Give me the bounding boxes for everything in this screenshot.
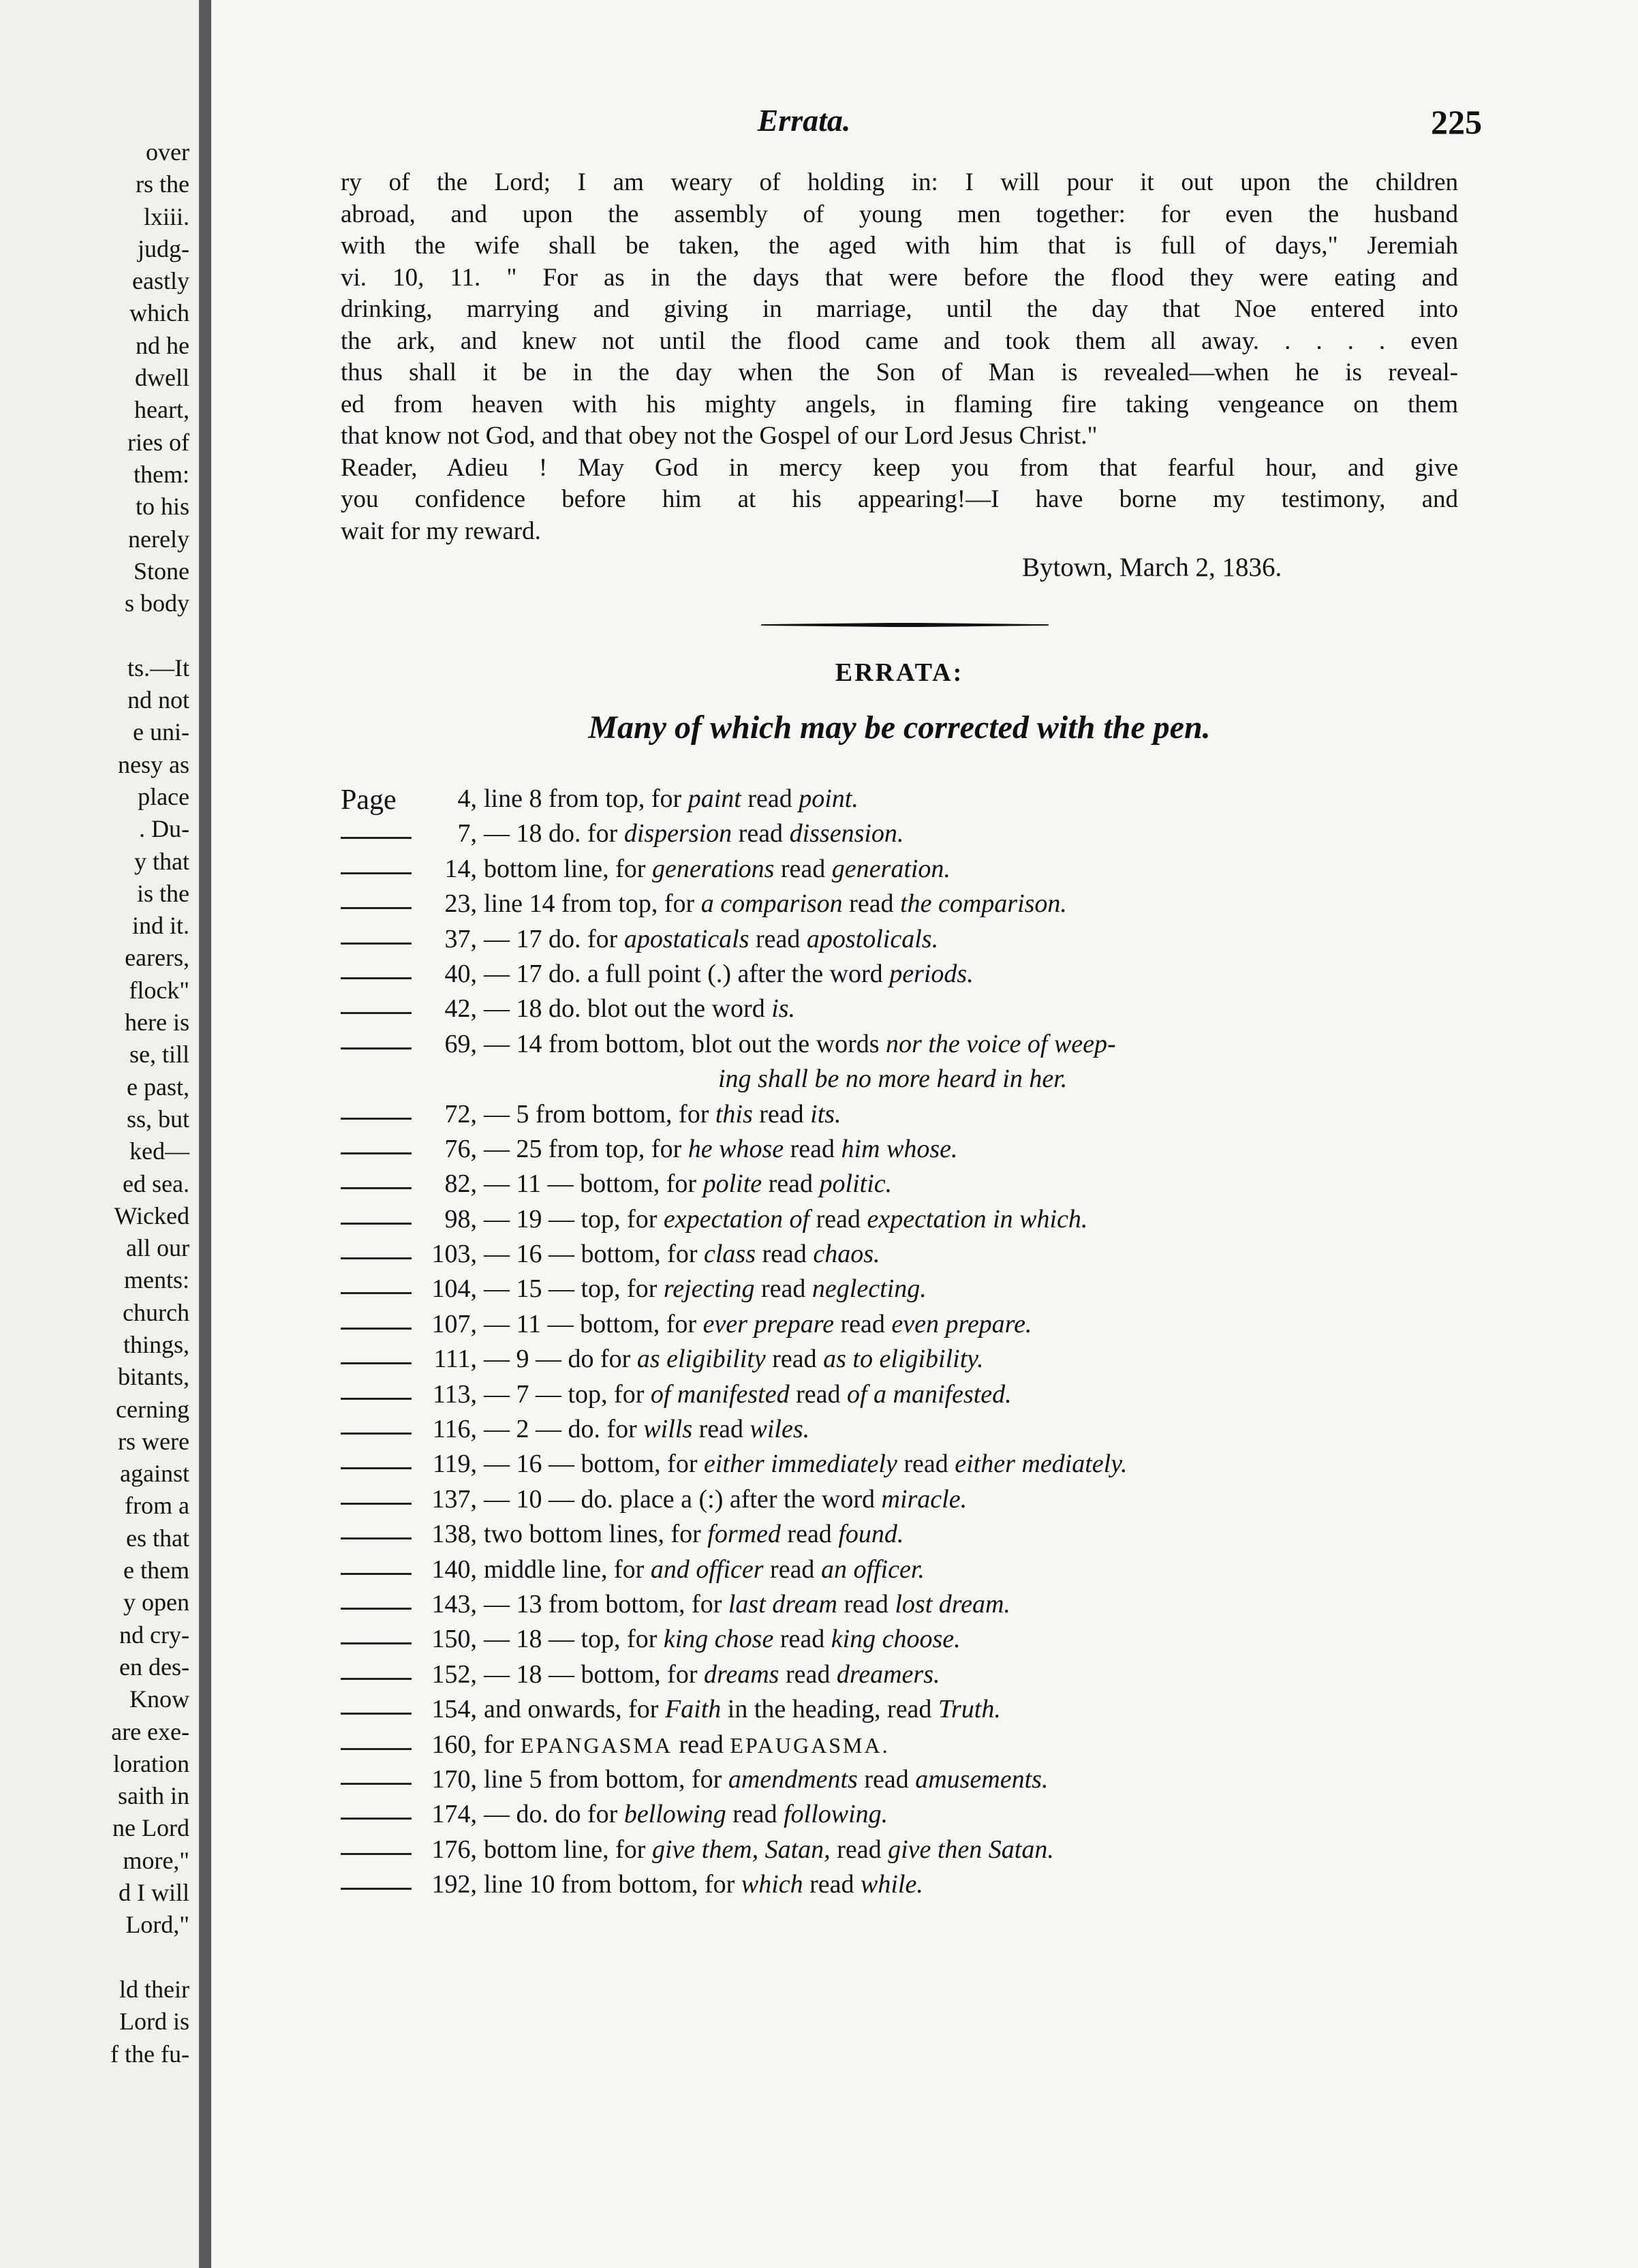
errata-row [341, 1309, 1513, 1344]
body-paragraph [341, 167, 1458, 547]
page-number: 225 [1431, 103, 1482, 141]
facing-page-line: ked— [129, 1137, 189, 1165]
facing-page-line: which [129, 299, 189, 327]
facing-page-line: se, till [129, 1041, 189, 1069]
facing-page-line: y that [134, 847, 189, 875]
facing-page-line: loration [113, 1749, 189, 1777]
body-line: ed from heaven with his mighty angels, in flaming fire taking vengeance on them [341, 390, 1458, 418]
ditto-dash [341, 1713, 412, 1715]
facing-page-line: eastly [132, 267, 189, 295]
errata-row [341, 1029, 1513, 1064]
ditto-dash [341, 943, 412, 945]
facing-page-line: ne Lord [112, 1814, 189, 1842]
errata-row [341, 1589, 1513, 1624]
errata-continuation: ing shall be no more heard in her. [718, 1064, 1068, 1094]
errata-page-number: 104, [431, 1274, 477, 1304]
facing-page-line: from a [125, 1492, 189, 1520]
errata-page-number: 4, [457, 784, 477, 813]
facing-page-line: flock" [129, 976, 189, 1004]
facing-page-line: nd he [136, 331, 189, 359]
book-page [211, 0, 1638, 2268]
facing-page-line: heart, [134, 396, 189, 424]
ditto-dash [341, 1432, 412, 1435]
facing-page-line: Lord is [119, 2008, 189, 2036]
errata-row [341, 1239, 1513, 1274]
errata-page-number: 140, [431, 1554, 477, 1584]
errata-page-number: 138, [431, 1520, 477, 1549]
errata-correction: — 17 do. for apostaticals read apostolicals. [484, 924, 939, 953]
errata-correction: — 18 do. blot out the word is. [484, 994, 796, 1024]
facing-page-line: e past, [127, 1073, 189, 1101]
errata-row [341, 1204, 1513, 1239]
errata-row [341, 1869, 1513, 1904]
errata-page-number: 42, [444, 994, 477, 1024]
ditto-dash [341, 907, 412, 909]
errata-correction: — 18 — bottom, for dreams read dreamers. [484, 1659, 940, 1689]
errata-correction: — 13 from bottom, for last dream read lost dream. [484, 1589, 1010, 1619]
facing-page-line: Stone [133, 557, 189, 585]
facing-page-line: more," [123, 1846, 189, 1874]
ditto-dash [341, 1152, 412, 1154]
facing-page-line: against [120, 1460, 189, 1488]
facing-page-line: f the fu- [110, 2040, 189, 2068]
errata-page-number: 7, [457, 819, 477, 848]
ditto-dash [341, 1503, 412, 1505]
errata-correction: — 7 — top, for of manifested read of a manifested. [484, 1379, 1012, 1409]
facing-page-line: dwell [135, 364, 189, 392]
facing-page-line: e them [123, 1557, 189, 1584]
errata-correction: — 15 — top, for rejecting read neglecting. [484, 1274, 927, 1304]
errata-correction: — 17 do. a full point (.) after the word periods. [484, 959, 974, 988]
errata-row [341, 994, 1513, 1028]
facing-page-line: over [146, 138, 189, 166]
errata-row [341, 1064, 1513, 1099]
errata-page-number: 170, [431, 1764, 477, 1794]
errata-row [341, 1134, 1513, 1169]
facing-page-line: . Du- [139, 815, 189, 843]
errata-page-number: 154, [431, 1695, 477, 1724]
errata-page-number: 160, [431, 1730, 477, 1759]
errata-row [341, 1764, 1513, 1799]
body-line: you confidence before him at his appearing!—I have borne my testimony, and [341, 485, 1458, 513]
facing-page-line: rs the [136, 170, 189, 198]
facing-page-line: earers, [125, 944, 189, 972]
errata-page-number: 116, [432, 1415, 477, 1444]
facing-page-line: here is [125, 1009, 189, 1037]
ditto-dash [341, 1328, 412, 1330]
errata-row [341, 889, 1513, 923]
facing-page-line: ts.—It [127, 654, 189, 681]
ditto-dash [341, 1748, 412, 1750]
facing-page-line: d I will [119, 1879, 189, 1907]
errata-row [341, 1449, 1513, 1484]
facing-page-line: Lord," [125, 1911, 189, 1939]
ditto-dash [341, 1467, 412, 1469]
errata-row [341, 1099, 1513, 1134]
facing-page-line: rs were [118, 1427, 189, 1455]
errata-correction: — 11 — bottom, for polite read politic. [484, 1169, 893, 1199]
facing-page-line: nd not [127, 686, 189, 714]
errata-correction: line 14 from top, for a comparison read the comparison. [484, 889, 1067, 919]
facing-page-line [110, 1942, 189, 1974]
ditto-dash [341, 1047, 412, 1049]
errata-correction: — 19 — top, for expectation of read expectation in which. [484, 1204, 1088, 1233]
errata-correction: — 25 from top, for he whose read him whose. [484, 1134, 958, 1163]
facing-page-line: ries of [127, 428, 189, 456]
errata-correction: line 8 from top, for paint read point. [484, 784, 859, 813]
errata-page-number: 152, [431, 1659, 477, 1689]
facing-page-line [110, 619, 189, 652]
errata-row [341, 1484, 1513, 1519]
errata-page-number: 192, [431, 1870, 477, 1899]
facing-page-line: ind it. [132, 912, 189, 940]
errata-correction: line 10 from bottom, for which read while. [484, 1870, 923, 1899]
errata-correction: — 14 from bottom, blot out the words nor the voice of weep- [484, 1029, 1116, 1058]
ditto-dash [341, 1537, 412, 1539]
body-line: that know not God, and that obey not the Gospel of our Lord Jesus Christ." [341, 422, 1098, 450]
errata-page-number: 111, [433, 1345, 477, 1374]
errata-correction: two bottom lines, for formed read found. [484, 1520, 904, 1549]
body-line: abroad, and upon the assembly of young men together: for even the husband [341, 200, 1458, 228]
errata-row [341, 1624, 1513, 1659]
facing-page-text [110, 136, 189, 2070]
errata-correction: bottom line, for generations read generation. [484, 854, 951, 883]
errata-correction: — 11 — bottom, for ever prepare read even prepare. [484, 1309, 1032, 1338]
body-line: wait for my reward. [341, 517, 541, 545]
errata-correction: — 18 do. for dispersion read dissension. [484, 819, 904, 848]
facing-page-line: cerning [116, 1395, 189, 1423]
facing-page-line: church [123, 1298, 189, 1326]
errata-page-number: 69, [444, 1029, 477, 1058]
facing-page-line: Know [129, 1685, 189, 1713]
ditto-dash [341, 872, 412, 874]
facing-page [0, 0, 199, 2268]
errata-page-number: 14, [444, 854, 477, 883]
facing-page-line: en des- [119, 1653, 189, 1681]
errata-correction: — 18 — top, for king chose read king choose. [484, 1625, 961, 1654]
body-line: drinking, marrying and giving in marriage, until the day that Noe entered into [341, 295, 1458, 323]
ditto-dash [341, 1818, 412, 1820]
facing-page-line: saith in [118, 1782, 189, 1810]
errata-page-number: 107, [431, 1309, 477, 1338]
errata-row [341, 1694, 1513, 1729]
ditto-dash [341, 1257, 412, 1259]
errata-row [341, 924, 1513, 959]
errata-page-number: 72, [444, 1099, 477, 1129]
errata-row [341, 1799, 1513, 1834]
errata-correction: bottom line, for give them, Satan, read give then Satan. [484, 1835, 1054, 1864]
ditto-dash [341, 1783, 412, 1785]
errata-page-number: 150, [431, 1625, 477, 1654]
facing-page-line: e uni- [133, 718, 189, 746]
errata-correction: for EPANGASMA read EPAUGASMA. [484, 1730, 890, 1759]
ditto-dash [341, 977, 412, 979]
errata-correction: — 5 from bottom, for this read its. [484, 1099, 841, 1129]
facing-page-line: nerely [128, 525, 189, 553]
facing-page-line: Wicked [114, 1201, 189, 1229]
errata-row [341, 1835, 1513, 1869]
signature-line: Bytown, March 2, 1836. [1022, 553, 1282, 582]
ditto-dash [341, 1362, 412, 1364]
ditto-dash [341, 837, 412, 839]
errata-page-number: 103, [431, 1240, 477, 1269]
body-line: vi. 10, 11. " For as in the days that were before the flood they were eating and [341, 263, 1458, 292]
ditto-dash [341, 1888, 412, 1890]
ditto-dash [341, 1223, 412, 1225]
errata-row [341, 1659, 1513, 1694]
decorative-rule [761, 623, 1049, 627]
errata-page-number: 37, [444, 924, 477, 953]
facing-page-line: nesy as [118, 750, 189, 778]
facing-page-line: y open [123, 1589, 189, 1616]
errata-correction: middle line, for and officer read an officer. [484, 1554, 925, 1584]
errata-heading: ERRATA: [835, 658, 964, 687]
facing-page-line: lxiii. [143, 202, 189, 230]
errata-correction: and onwards, for Faith in the heading, read Truth. [484, 1695, 1001, 1724]
ditto-dash [341, 1118, 412, 1120]
facing-page-line: ss, but [126, 1105, 189, 1133]
errata-row [341, 959, 1513, 994]
facing-page-line: nd cry- [119, 1621, 189, 1649]
body-line: Reader, Adieu ! May God in mercy keep you from that fearful hour, and give [341, 453, 1458, 482]
errata-row [341, 1519, 1513, 1554]
errata-page-number: 119, [432, 1450, 477, 1479]
book-gutter [199, 0, 211, 2268]
facing-page-line: ments: [124, 1266, 189, 1294]
errata-page-number: 40, [444, 959, 477, 988]
running-head [341, 102, 1638, 143]
errata-row [341, 1730, 1513, 1764]
errata-page-number: 76, [444, 1134, 477, 1163]
facing-page-line: them: [134, 460, 189, 488]
ditto-dash [341, 1608, 412, 1610]
ditto-dash [341, 1573, 412, 1575]
errata-correction: — 9 — do for as eligibility read as to eligibility. [484, 1345, 984, 1374]
errata-correction: — 16 — bottom, for either immediately read either mediately. [484, 1450, 1128, 1479]
ditto-dash [341, 1012, 412, 1014]
errata-correction: — do. do for bellowing read following. [484, 1800, 888, 1829]
facing-page-line: bitants, [118, 1363, 189, 1391]
errata-row [341, 854, 1513, 889]
errata-page-number: 98, [444, 1204, 477, 1233]
facing-page-line: ld their [119, 1975, 189, 2003]
errata-row [341, 1414, 1513, 1449]
errata-correction: — 10 — do. place a (:) after the word miracle. [484, 1484, 968, 1514]
errata-row [341, 818, 1513, 853]
errata-row [341, 1169, 1513, 1204]
errata-page-number: 113, [432, 1379, 477, 1409]
ditto-dash [341, 1853, 412, 1855]
ditto-dash [341, 1398, 412, 1400]
errata-subheading: Many of which may be corrected with the pen. [588, 709, 1211, 746]
facing-page-line: es that [126, 1524, 189, 1552]
errata-page-number: 23, [444, 889, 477, 919]
body-line: ry of the Lord; I am weary of holding in: I will pour it out upon the children [341, 168, 1458, 196]
errata-row [341, 1379, 1513, 1414]
errata-page-number: 174, [431, 1800, 477, 1829]
facing-page-line: are exe- [111, 1717, 189, 1745]
errata-page-number: 82, [444, 1169, 477, 1199]
facing-page-line: things, [123, 1330, 189, 1358]
facing-page-line: all our [126, 1234, 189, 1262]
body-line: with the wife shall be taken, the aged with him that is full of days," Jeremiah [341, 232, 1458, 260]
body-line: the ark, and knew not until the flood came and took them all away. . . . . even [341, 326, 1458, 355]
errata-row [341, 1344, 1513, 1379]
ditto-dash [341, 1678, 412, 1680]
errata-row [341, 784, 1513, 818]
errata-correction: — 16 — bottom, for class read chaos. [484, 1240, 880, 1269]
errata-page-number: 143, [431, 1589, 477, 1619]
body-line: thus shall it be in the day when the Son of Man is revealed—when he is reveal- [341, 358, 1458, 386]
errata-list [341, 784, 1513, 1905]
facing-page-line: judg- [138, 234, 189, 262]
facing-page-line: is the [137, 879, 189, 907]
ditto-dash [341, 1642, 412, 1644]
errata-row [341, 1554, 1513, 1589]
errata-correction: — 2 — do. for wills read wiles. [484, 1415, 810, 1444]
facing-page-line: ed sea. [123, 1169, 189, 1197]
ditto-dash [341, 1187, 412, 1189]
facing-page-line: place [138, 782, 189, 810]
errata-page-number: 137, [431, 1484, 477, 1514]
errata-page-number: 176, [431, 1835, 477, 1864]
errata-row [341, 1274, 1513, 1308]
facing-page-line: s body [124, 589, 189, 617]
ditto-dash [341, 1292, 412, 1294]
running-title: Errata. [757, 103, 851, 138]
errata-page-word: Page [341, 784, 397, 816]
facing-page-line: to his [135, 493, 189, 521]
errata-correction: line 5 from bottom, for amendments read amusements. [484, 1764, 1049, 1794]
